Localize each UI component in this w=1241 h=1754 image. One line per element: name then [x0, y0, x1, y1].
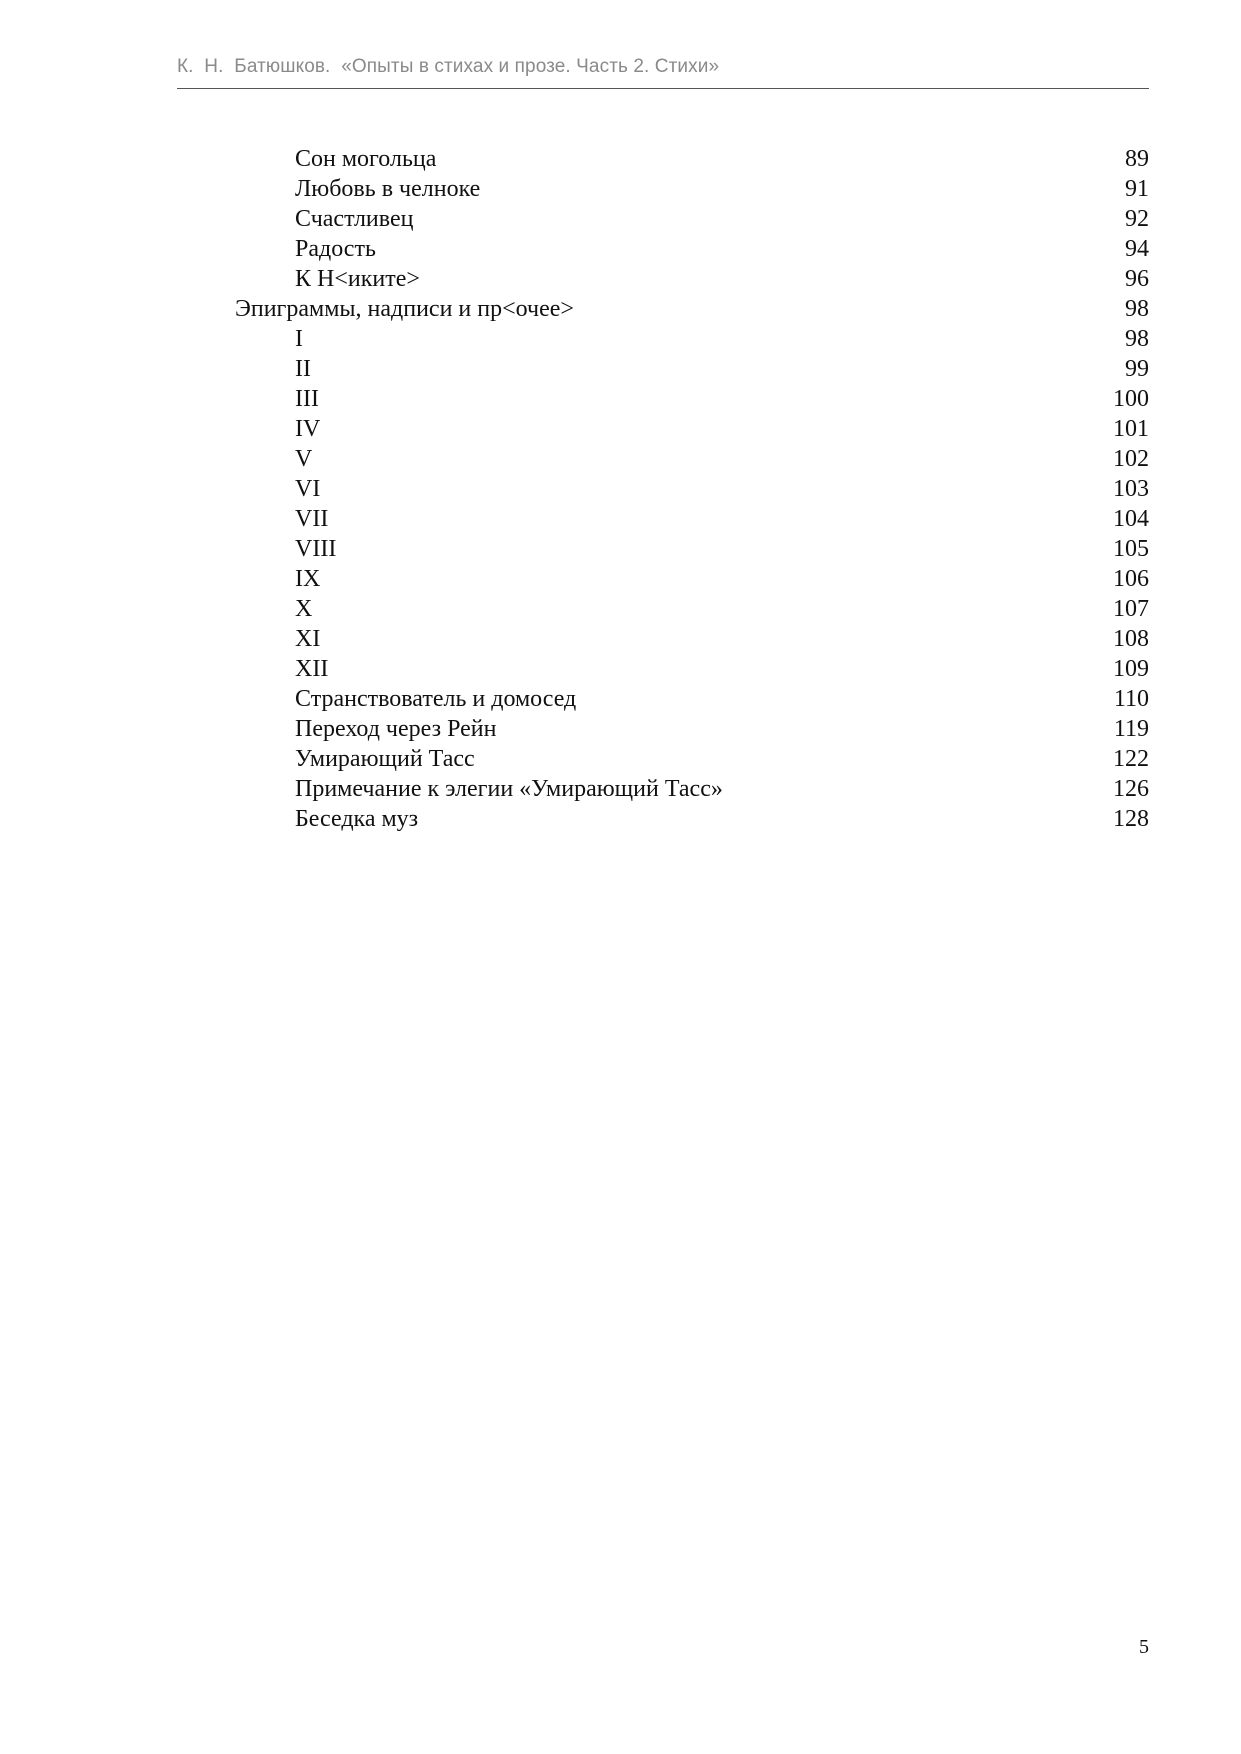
toc-entry-page: 122	[1113, 746, 1149, 772]
toc-entry-title: VII	[295, 506, 329, 532]
toc-entry-page: 126	[1113, 776, 1149, 802]
toc-entry-page: 102	[1113, 446, 1149, 472]
toc-entry-title: XII	[295, 656, 329, 682]
toc-entry[interactable]	[177, 804, 1149, 834]
toc-entry-page: 99	[1125, 356, 1149, 382]
toc-entry-title: Умирающий Тасс	[295, 746, 475, 772]
toc-entry-page: 119	[1113, 716, 1149, 742]
toc-entry[interactable]	[177, 504, 1149, 534]
toc-entry[interactable]	[177, 354, 1149, 384]
toc-entry-page: 96	[1125, 266, 1149, 292]
toc-entry[interactable]	[177, 774, 1149, 804]
toc-entry-page: 104	[1113, 506, 1149, 532]
toc-entry-title: К Н<иките>	[295, 266, 420, 292]
toc-entry-title: I	[295, 326, 303, 352]
toc-entry[interactable]	[177, 624, 1149, 654]
toc-entry-page: 100	[1113, 386, 1149, 412]
toc-entry-page: 108	[1113, 626, 1149, 652]
toc-entry-page: 103	[1113, 476, 1149, 502]
toc-entry-page: 109	[1113, 656, 1149, 682]
toc-entry-title: III	[295, 386, 319, 412]
toc-entry-page: 94	[1125, 236, 1149, 262]
toc-entry-page: 98	[1125, 326, 1149, 352]
toc-entry[interactable]	[177, 534, 1149, 564]
toc-entry-title: IX	[295, 566, 321, 592]
toc-entry-title: IV	[295, 416, 321, 442]
toc-entry-page: 98	[1125, 296, 1149, 322]
toc-entry-title: Сон могольца	[295, 146, 437, 172]
toc-entry-page: 105	[1113, 536, 1149, 562]
toc-entry[interactable]	[177, 654, 1149, 684]
toc-entry-title: X	[295, 596, 313, 622]
toc-entry-title: Примечание к элегии «Умирающий Тасс»	[295, 776, 723, 802]
toc-entry[interactable]	[177, 294, 1149, 324]
toc-entry[interactable]	[177, 264, 1149, 294]
toc-entry-page: 128	[1113, 806, 1149, 832]
toc-entry[interactable]	[177, 714, 1149, 744]
toc-entry-title: Эпиграммы, надписи и пр<очее>	[235, 296, 574, 322]
toc-entry-title: XI	[295, 626, 321, 652]
toc-entry[interactable]	[177, 564, 1149, 594]
toc-entry-title: Странствователь и домосед	[295, 686, 577, 712]
toc-entry[interactable]	[177, 234, 1149, 264]
toc-entry-page: 91	[1125, 176, 1149, 202]
toc-entry-title: II	[295, 356, 311, 382]
toc-entry[interactable]	[177, 474, 1149, 504]
toc-entry-title: Счастливец	[295, 206, 414, 232]
toc-entry-title: Любовь в челноке	[295, 176, 481, 202]
table-of-contents	[177, 144, 1149, 834]
toc-entry-title: VIII	[295, 536, 337, 562]
header-rule	[177, 88, 1149, 89]
toc-entry-page: 92	[1125, 206, 1149, 232]
toc-entry[interactable]	[177, 144, 1149, 174]
toc-entry-title: Беседка муз	[295, 806, 419, 832]
running-header: К. Н. Батюшков. «Опыты в стихах и прозе. Часть 2. Стихи»	[177, 56, 720, 77]
toc-entry[interactable]	[177, 324, 1149, 354]
toc-entry-page: 110	[1113, 686, 1149, 712]
toc-entry-title: Радость	[295, 236, 376, 262]
toc-entry[interactable]	[177, 384, 1149, 414]
toc-entry[interactable]	[177, 594, 1149, 624]
toc-entry[interactable]	[177, 684, 1149, 714]
toc-entry-title: Переход через Рейн	[295, 716, 497, 742]
toc-entry[interactable]	[177, 204, 1149, 234]
toc-entry-title: VI	[295, 476, 321, 502]
toc-entry[interactable]	[177, 744, 1149, 774]
toc-entry[interactable]	[177, 174, 1149, 204]
toc-entry-page: 89	[1125, 146, 1149, 172]
toc-entry-page: 107	[1113, 596, 1149, 622]
toc-entry-page: 106	[1113, 566, 1149, 592]
page-number: 5	[1139, 1636, 1149, 1658]
toc-entry-title: V	[295, 446, 313, 472]
toc-entry-page: 101	[1113, 416, 1149, 442]
toc-entry[interactable]	[177, 444, 1149, 474]
toc-entry[interactable]	[177, 414, 1149, 444]
